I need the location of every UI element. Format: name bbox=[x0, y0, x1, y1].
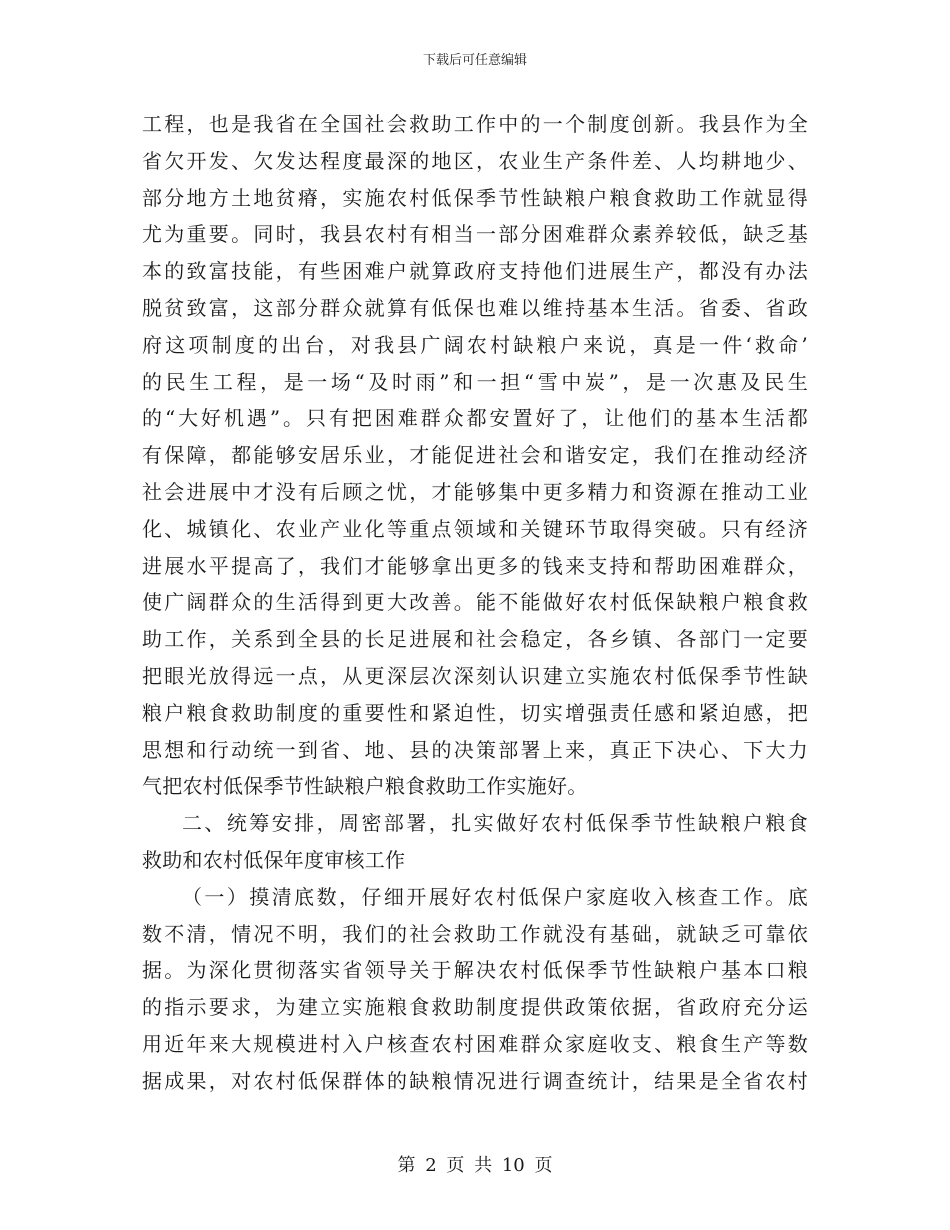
text-line: 社会进展中才没有后顾之忧，才能够集中更多精力和资源在推动工业 bbox=[142, 479, 808, 504]
text-line: 据。为深化贯彻落实省领导关于解决农村低保季节性缺粮户基本口粮 bbox=[142, 958, 808, 983]
text-line: 气把农村低保季节性缺粮户粮食救助工作实施好。 bbox=[142, 774, 588, 799]
document-body bbox=[142, 106, 808, 1100]
text-line: 粮户粮食救助制度的重要性和紧迫性，切实增强责任感和紧迫感，把 bbox=[142, 700, 808, 725]
text-line: 有保障，都能够安居乐业，才能促进社会和谐安定，我们在推动经济 bbox=[142, 443, 808, 468]
page-header: 下载后可任意编辑 bbox=[422, 53, 527, 68]
text-line: 尤为重要。同时，我县农村有相当一部分困难群众素养较低，缺乏基 bbox=[142, 222, 808, 247]
text-line: 化、城镇化、农业产业化等重点领域和关键环节取得突破。只有经济 bbox=[142, 516, 808, 541]
text-line: 的指示要求，为建立实施粮食救助制度提供政策依据，省政府充分运 bbox=[142, 995, 808, 1020]
text-line: 进展水平提高了，我们才能够拿出更多的钱来支持和帮助困难群众， bbox=[142, 553, 808, 578]
text-line: 工程，也是我省在全国社会救助工作中的一个制度创新。我县作为全 bbox=[142, 112, 808, 136]
text-line: 数不清，情况不明，我们的社会救助工作就没有基础，就缺乏可靠依 bbox=[142, 921, 808, 946]
section-heading-line: 二、统筹安排，周密部署，扎实做好农村低保季节性缺粮户粮食 bbox=[182, 811, 808, 836]
text-line: 脱贫致富，这部分群众就算有低保也难以维持基本生活。省委、省政 bbox=[142, 295, 808, 320]
text-line: 据成果，对农村低保群体的缺粮情况进行调查统计，结果是全省农村 bbox=[142, 1068, 808, 1093]
page-footer: 第 2 页 共 10 页 bbox=[397, 1155, 553, 1176]
subsection-heading-line: （一）摸清底数，仔细开展好农村低保户家庭收入核查工作。底 bbox=[182, 884, 808, 909]
text-line: 使广阔群众的生活得到更大改善。能不能做好农村低保缺粮户粮食救 bbox=[142, 590, 808, 615]
text-line: 助工作，关系到全县的长足进展和社会稳定，各乡镇、各部门一定要 bbox=[142, 627, 808, 652]
text-line: 用近年来大规模进村入户核查农村困难群众家庭收支、粮食生产等数 bbox=[142, 1031, 808, 1056]
text-line: 的“大好机遇”。只有把困难群众都安置好了，让他们的基本生活都 bbox=[142, 406, 808, 431]
text-line: 部分地方土地贫瘠，实施农村低保季节性缺粮户粮食救助工作就显得 bbox=[142, 185, 808, 210]
text-line: 把眼光放得远一点，从更深层次深刻认识建立实施农村低保季节性缺 bbox=[142, 663, 808, 688]
text-line: 的民生工程，是一场“及时雨”和一担“雪中炭”，是一次惠及民生 bbox=[142, 369, 808, 394]
text-line: 省欠开发、欠发达程度最深的地区，农业生产条件差、人均耕地少、 bbox=[142, 148, 808, 173]
text-line: 府这项制度的出台，对我县广阔农村缺粮户来说，真是一件‘救命’ bbox=[142, 332, 808, 357]
section-heading-line: 救助和农村低保年度审核工作 bbox=[142, 847, 406, 872]
text-line: 本的致富技能，有些困难户就算政府支持他们进展生产，都没有办法 bbox=[142, 259, 808, 284]
text-line: 思想和行动统一到省、地、县的决策部署上来，真正下决心、下大力 bbox=[142, 737, 808, 762]
